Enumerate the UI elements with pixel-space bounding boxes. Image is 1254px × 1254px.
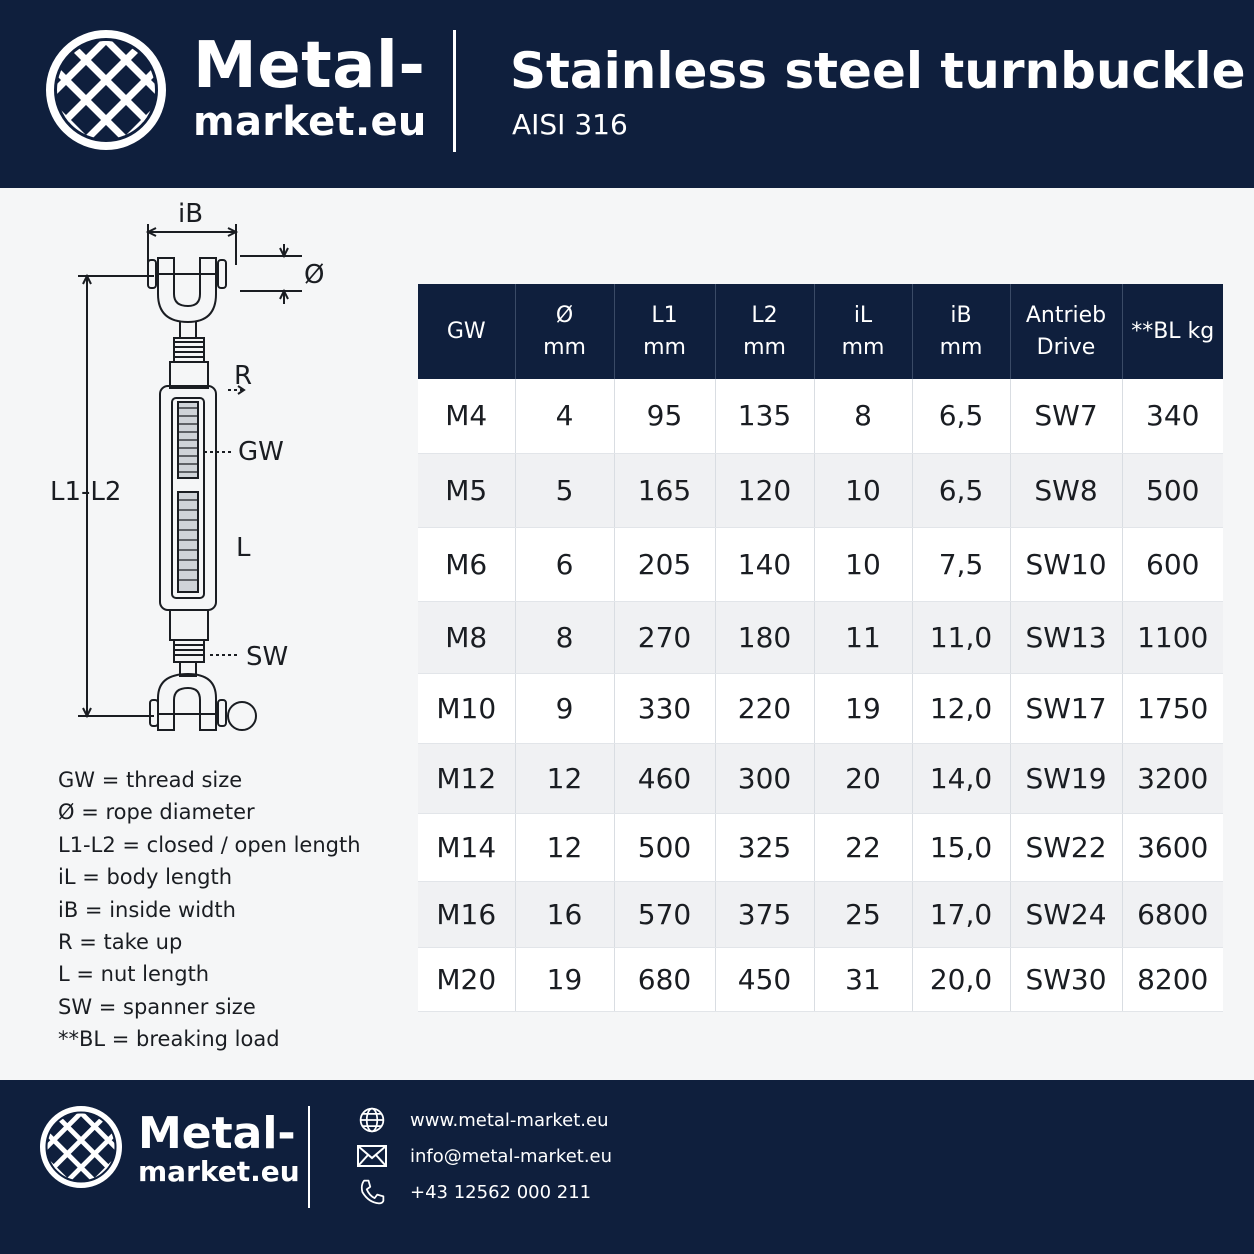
- table-cell: 6,5: [912, 453, 1010, 527]
- legend-item: R = take up: [58, 930, 183, 955]
- label-sw: SW: [246, 642, 289, 672]
- table-cell: 12: [515, 743, 614, 813]
- table-cell: SW13: [1010, 601, 1122, 673]
- footer-brand-line2: market.eu: [138, 1155, 300, 1188]
- table-row: [418, 527, 1223, 601]
- table-cell: 8: [814, 379, 912, 453]
- label-l1l2: L1-L2: [50, 477, 122, 507]
- legend-item: L1-L2 = closed / open length: [58, 832, 361, 857]
- table-cell: 180: [715, 601, 814, 673]
- table-cell: M5: [418, 453, 515, 527]
- label-ib: iB: [178, 199, 204, 229]
- contact-phone[interactable]: [356, 1178, 591, 1206]
- table-cell: 11,0: [912, 601, 1010, 673]
- header-drive: Antrieb Drive: [1010, 284, 1122, 379]
- table-cell: 6: [515, 527, 614, 601]
- table-cell: M20: [418, 947, 515, 1011]
- page-subtitle: AISI 316: [512, 108, 628, 141]
- table-cell: M14: [418, 813, 515, 881]
- table-cell: 460: [614, 743, 715, 813]
- table-cell: 7,5: [912, 527, 1010, 601]
- header-ib: iB mm: [912, 284, 1010, 379]
- label-r: R: [234, 361, 253, 391]
- table-cell: 570: [614, 881, 715, 947]
- abbreviation-legend: [58, 764, 361, 1056]
- table-cell: 12: [515, 813, 614, 881]
- metal-market-logo: [40, 1106, 122, 1188]
- table-cell: 19: [814, 673, 912, 743]
- table-cell: 220: [715, 673, 814, 743]
- legend-item: iB = inside width: [58, 897, 236, 922]
- header-gw: GW: [418, 284, 515, 379]
- table-cell: 3600: [1122, 813, 1223, 881]
- table-cell: 600: [1122, 527, 1223, 601]
- metal-market-logo: [46, 30, 166, 150]
- footer-brand-name: [138, 1108, 300, 1188]
- table-cell: 4: [515, 379, 614, 453]
- table-cell: 15,0: [912, 813, 1010, 881]
- table-cell: 17,0: [912, 881, 1010, 947]
- table-cell: 330: [614, 673, 715, 743]
- legend-item: iL = body length: [58, 865, 233, 890]
- table-cell: 165: [614, 453, 715, 527]
- table-cell: M4: [418, 379, 515, 453]
- table-cell: M6: [418, 527, 515, 601]
- legend-item: Ø = rope diameter: [58, 800, 255, 825]
- footer-brand-line1: Metal-: [138, 1108, 296, 1159]
- legend-item: GW = thread size: [58, 768, 243, 792]
- table-cell: 8200: [1122, 947, 1223, 1011]
- table-cell: 16: [515, 881, 614, 947]
- table-cell: 9: [515, 673, 614, 743]
- table-cell: 120: [715, 453, 814, 527]
- table-cell: 95: [614, 379, 715, 453]
- contact-website[interactable]: [356, 1106, 609, 1134]
- header-l2: L2 mm: [715, 284, 814, 379]
- table-cell: 1750: [1122, 673, 1223, 743]
- table-cell: SW8: [1010, 453, 1122, 527]
- table-cell: M10: [418, 673, 515, 743]
- table-cell: SW10: [1010, 527, 1122, 601]
- table-cell: 8: [515, 601, 614, 673]
- header-breaking-load: **BL kg: [1122, 284, 1223, 379]
- table-cell: 1100: [1122, 601, 1223, 673]
- table-cell: 6,5: [912, 379, 1010, 453]
- globe-icon: [356, 1106, 388, 1134]
- table-header-row: [418, 284, 1223, 379]
- table-cell: 19: [515, 947, 614, 1011]
- header-bar: [0, 0, 1254, 188]
- table-cell: SW30: [1010, 947, 1122, 1011]
- table-row: [418, 743, 1223, 813]
- table-cell: SW7: [1010, 379, 1122, 453]
- label-l: L: [236, 533, 251, 563]
- table-cell: 3200: [1122, 743, 1223, 813]
- specification-table: [418, 284, 1223, 1012]
- table-cell: M16: [418, 881, 515, 947]
- table-cell: 10: [814, 527, 912, 601]
- legend-item: L = nut length: [58, 962, 210, 987]
- table-cell: 205: [614, 527, 715, 601]
- header-divider: [453, 30, 456, 152]
- label-dia: Ø: [304, 260, 325, 290]
- table-cell: 20: [814, 743, 912, 813]
- phone-icon: [356, 1178, 388, 1206]
- website-link[interactable]: www.metal-market.eu: [410, 1109, 609, 1131]
- table-cell: 6800: [1122, 881, 1223, 947]
- table-cell: M12: [418, 743, 515, 813]
- table-row: [418, 947, 1223, 1011]
- table-cell: 11: [814, 601, 912, 673]
- table-cell: 135: [715, 379, 814, 453]
- table-cell: 31: [814, 947, 912, 1011]
- table-cell: SW17: [1010, 673, 1122, 743]
- footer-bar: [0, 1080, 1254, 1254]
- table-cell: 22: [814, 813, 912, 881]
- header-il: iL mm: [814, 284, 912, 379]
- table-cell: 25: [814, 881, 912, 947]
- brand-line1: Metal-: [193, 29, 426, 103]
- page-title: Stainless steel turnbuckle: [510, 42, 1246, 100]
- table-cell: 450: [715, 947, 814, 1011]
- contact-email[interactable]: [356, 1142, 612, 1170]
- table-cell: 5: [515, 453, 614, 527]
- table-cell: 10: [814, 453, 912, 527]
- table-cell: 20,0: [912, 947, 1010, 1011]
- table-row: [418, 673, 1223, 743]
- table-cell: 325: [715, 813, 814, 881]
- label-gw: GW: [238, 437, 284, 467]
- table-cell: 300: [715, 743, 814, 813]
- table-cell: SW19: [1010, 743, 1122, 813]
- footer-divider: [308, 1106, 310, 1208]
- table-cell: 140: [715, 527, 814, 601]
- legend-item: **BL = breaking load: [58, 1027, 280, 1052]
- brand-name: [193, 29, 427, 145]
- table-row: [418, 813, 1223, 881]
- turnbuckle-diagram: [40, 190, 370, 750]
- table-row: [418, 379, 1223, 453]
- email-link[interactable]: info@metal-market.eu: [410, 1145, 613, 1167]
- table-row: [418, 881, 1223, 947]
- table-cell: 680: [614, 947, 715, 1011]
- table-cell: 340: [1122, 379, 1223, 453]
- table-cell: SW22: [1010, 813, 1122, 881]
- envelope-icon: [356, 1142, 388, 1170]
- header-l1: L1 mm: [614, 284, 715, 379]
- table-cell: SW24: [1010, 881, 1122, 947]
- table-body: [418, 379, 1223, 1011]
- brand-line2: market.eu: [193, 99, 427, 145]
- header-diameter: Ø mm: [515, 284, 614, 379]
- legend-item: SW = spanner size: [58, 994, 256, 1019]
- table-cell: 14,0: [912, 743, 1010, 813]
- table-cell: 12,0: [912, 673, 1010, 743]
- table-cell: M8: [418, 601, 515, 673]
- table-row: [418, 453, 1223, 527]
- phone-number[interactable]: +43 12562 000 211: [410, 1181, 592, 1203]
- table-cell: 500: [1122, 453, 1223, 527]
- table-cell: 375: [715, 881, 814, 947]
- table-cell: 270: [614, 601, 715, 673]
- table-cell: 500: [614, 813, 715, 881]
- table-row: [418, 601, 1223, 673]
